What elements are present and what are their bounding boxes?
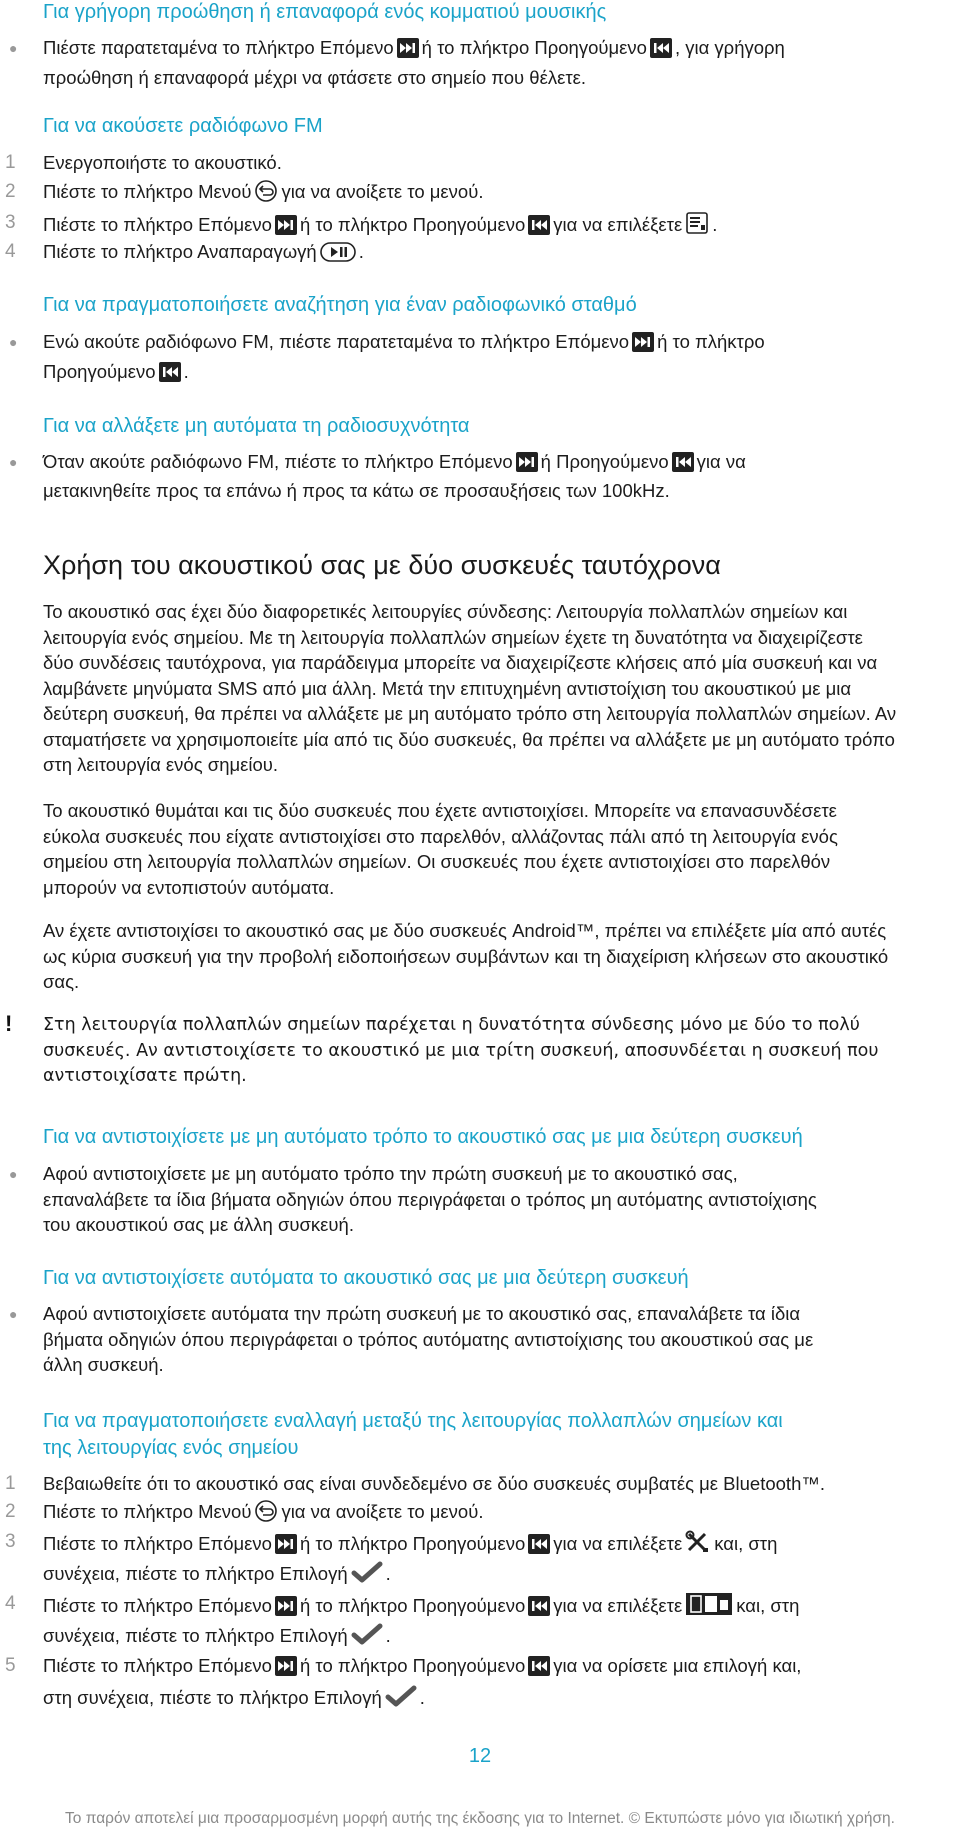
text-run: . bbox=[358, 241, 364, 262]
text-line: μετακινηθείτε προς τα επάνω ή προς τα κάτω σε προσαυξήσεις των 100kHz. bbox=[43, 480, 670, 501]
previous-key-icon bbox=[159, 362, 181, 382]
next-key-icon bbox=[275, 1596, 297, 1616]
text-run: , για γρήγορη bbox=[674, 37, 785, 58]
heading-switch-mode-cont: της λειτουργίας ενός σημείου bbox=[43, 1437, 299, 1459]
text-run: Πιέστε παρατεταμένα το πλήκτρο Επόμενο bbox=[43, 37, 394, 58]
text-line: σταματήσετε να χρησιμοποιείτε μία από τις δύο συσκευές, θα πρέπει να αλλάξετε με μη αυτόματο τρόπο bbox=[43, 728, 895, 750]
text-run: Όταν ακούτε ραδιόφωνο FM, πιέστε το πλήκτρο Επόμενο bbox=[43, 451, 513, 472]
text-run: Ενώ ακούτε ραδιόφωνο FM, πιέστε παρατεταμένα το πλήκτρο Επόμενο bbox=[43, 331, 630, 352]
step-number: 5 bbox=[5, 1655, 16, 1676]
bullet: ● bbox=[9, 1306, 18, 1322]
multipoint-devices-icon bbox=[685, 1592, 733, 1622]
text-run: Πιέστε το πλήκτρο Επόμενο bbox=[43, 1655, 272, 1676]
text-line bbox=[43, 360, 189, 384]
footer-note: Το παρόν αποτελεί μια προσαρμοσμένη μορφή αυτής της έκδοσης για το Internet. © Εκτυπώστε μόνο για ιδιωτική χρήση. bbox=[65, 1810, 895, 1827]
next-key-icon bbox=[516, 452, 538, 472]
bullet: ● bbox=[9, 454, 18, 470]
bullet: ● bbox=[9, 334, 18, 350]
text-line: συσκευές. Αν αντιστοιχίσετε το ακουστικό με μια τρίτη συσκευή, αποσυνδέεται η συσκευή που bbox=[43, 1040, 879, 1061]
text-run: Πιέστε το πλήκτρο Επόμενο bbox=[43, 1533, 272, 1554]
text-line: Το ακουστικό θυμάται και τις δύο συσκευές που έχετε αντιστοιχίσει. Μπορείτε να επανασυνδέσετε bbox=[43, 800, 837, 821]
text-line: Αφού αντιστοιχίσετε αυτόματα την πρώτη συσκευή με το ακουστικό σας, επαναλάβετε τα ίδια bbox=[43, 1303, 801, 1324]
step-number: 2 bbox=[5, 181, 16, 202]
next-key-icon bbox=[275, 215, 297, 235]
menu-back-icon bbox=[254, 1500, 278, 1528]
step-text: Βεβαιωθείτε ότι το ακουστικό σας είναι συνδεδεμένο σε δύο συσκευές συμβατές με Bluetooth™. bbox=[43, 1473, 825, 1494]
text-run: συνέχεια, πιέστε το πλήκτρο Επιλογή bbox=[43, 1563, 348, 1584]
previous-key-icon bbox=[528, 215, 550, 235]
text-line: αντιστοιχίσατε πρώτη. bbox=[43, 1066, 247, 1086]
text-line bbox=[43, 330, 765, 354]
text-line: Στη λειτουργία πολλαπλών σημείων παρέχεται η δυνατότητα σύνδεσης μόνο με δύο το πολύ bbox=[43, 1015, 860, 1035]
previous-key-icon bbox=[528, 1596, 550, 1616]
heading-manual-frequency: Για να αλλάξετε μη αυτόματα τη ραδιοσυχνότητα bbox=[43, 415, 470, 437]
section-title: Χρήση του ακουστικού σας με δύο συσκευές ταυτόχρονα bbox=[43, 550, 721, 580]
text-line: βήματα οδηγιών όπου περιγράφεται ο τρόπος αυτόματης αντιστοίχισης του ακουστικού σας με bbox=[43, 1328, 814, 1350]
step-text bbox=[43, 1622, 391, 1652]
heading-fm-radio: Για να ακούσετε ραδιόφωνο FM bbox=[43, 115, 323, 137]
text-line: ως κύρια συσκευή για την προβολή ειδοποιήσεων συμβάντων και τη διαχείριση κλήσεων στο ακουστικό bbox=[43, 945, 889, 967]
step-text bbox=[43, 240, 364, 268]
text-run: για να ανοίξετε το μενού. bbox=[281, 181, 484, 202]
settings-tools-icon bbox=[685, 1530, 711, 1560]
text-run: για να ορίσετε μια επιλογή και, bbox=[553, 1655, 802, 1676]
text-run: Πιέστε το πλήκτρο Μενού bbox=[43, 1501, 252, 1522]
next-key-icon bbox=[275, 1534, 297, 1554]
warning-icon: ! bbox=[5, 1011, 13, 1036]
text-run: ή Προηγούμενο bbox=[540, 451, 669, 472]
heading-search-station: Για να πραγματοποιήσετε αναζήτηση για έναν ραδιοφωνικό σταθμό bbox=[43, 294, 637, 316]
text-line: λαμβάνετε μηνύματα SMS από μια άλλη. Μετά την επιτυχημένη αντιστοίχιση του ακουστικού με μια bbox=[43, 677, 852, 699]
heading-fast-forward: Για γρήγορη προώθηση ή επαναφορά ενός κομματιού μουσικής bbox=[43, 1, 607, 23]
bullet: ● bbox=[9, 40, 18, 56]
text-line: προώθηση ή επαναφορά μέχρι να φτάσετε στο σημείο που θέλετε. bbox=[43, 67, 587, 88]
text-run: και, στη bbox=[736, 1595, 800, 1616]
heading-switch-mode: Για να πραγματοποιήσετε εναλλαγή μεταξύ της λειτουργίας πολλαπλών σημείων και bbox=[43, 1410, 783, 1432]
next-key-icon bbox=[275, 1656, 297, 1676]
step-text bbox=[43, 1560, 391, 1590]
heading-pair-manual: Για να αντιστοιχίσετε με μη αυτόματο τρόπο το ακουστικό σας με μια δεύτερη συσκευή bbox=[43, 1126, 803, 1148]
text-run: και, στη bbox=[714, 1533, 778, 1554]
text-run: ή το πλήκτρο Προηγούμενο bbox=[299, 1595, 526, 1616]
page-number: 12 bbox=[468, 1745, 492, 1767]
step-text bbox=[43, 1592, 799, 1622]
text-line: σας. bbox=[43, 971, 80, 992]
text-run: ή το πλήκτρο Προηγούμενο bbox=[299, 1655, 526, 1676]
text-line: Αφού αντιστοιχίσετε με μη αυτόματο τρόπο την πρώτη συσκευή με το ακουστικό σας, bbox=[43, 1163, 738, 1184]
select-checkmark-icon bbox=[351, 1622, 383, 1652]
text-run: για να επιλέξετε bbox=[553, 1533, 683, 1554]
text-line: Αν έχετε αντιστοιχίσει το ακουστικό σας με δύο συσκευές Android™, πρέπει να επιλέξετε μία από αυτές bbox=[43, 920, 887, 941]
text-run: συνέχεια, πιέστε το πλήκτρο Επιλογή bbox=[43, 1625, 348, 1646]
text-run: για να bbox=[696, 451, 746, 472]
step-text: Ενεργοποιήστε το ακουστικό. bbox=[43, 152, 282, 173]
menu-back-icon bbox=[254, 180, 278, 208]
text-line: του ακουστικού σας με άλλη συσκευή. bbox=[43, 1214, 354, 1235]
step-text bbox=[43, 180, 483, 208]
step-number: 1 bbox=[5, 152, 16, 173]
step-number: 3 bbox=[5, 1531, 16, 1552]
text-line: στη λειτουργία ενός σημείου. bbox=[43, 754, 279, 775]
text-run: Προηγούμενο bbox=[43, 361, 156, 382]
step-text bbox=[43, 1684, 425, 1714]
text-line: μπορούν να εντοπιστούν αυτόματα. bbox=[43, 876, 335, 898]
text-run: . bbox=[419, 1687, 425, 1708]
text-run: για να ανοίξετε το μενού. bbox=[281, 1501, 484, 1522]
text-run: Πιέστε το πλήκτρο Επόμενο bbox=[43, 214, 272, 235]
text-run: ή το πλήκτρο Προηγούμενο bbox=[421, 37, 647, 58]
next-key-icon bbox=[397, 38, 419, 58]
step-number: 4 bbox=[5, 241, 16, 262]
text-run: για να επιλέξετε bbox=[553, 214, 683, 235]
step-text bbox=[43, 1530, 777, 1560]
previous-key-icon bbox=[650, 38, 672, 58]
text-line: Το ακουστικό σας έχει δύο διαφορετικές λειτουργίες σύνδεσης: Λειτουργία πολλαπλών σημείων και bbox=[43, 601, 848, 622]
play-pause-icon bbox=[320, 242, 356, 268]
text-line: άλλη συσκευή. bbox=[43, 1354, 164, 1375]
step-number: 3 bbox=[5, 212, 16, 233]
text-line: εύκολα συσκευές που είχατε αντιστοιχίσει στο παρελθόν, αλλάζοντας πάλι από τη λειτουργία ενός bbox=[43, 825, 838, 847]
step-text bbox=[43, 211, 717, 241]
previous-key-icon bbox=[528, 1534, 550, 1554]
text-line: δύο συνδέσεις ταυτόχρονα, για παράδειγμα μπορείτε να διαχειρίζεστε κλήσεις από μία συσκευή και να bbox=[43, 652, 878, 673]
text-run: ή το πλήκτρο Προηγούμενο bbox=[299, 1533, 526, 1554]
next-key-icon bbox=[632, 332, 654, 352]
select-checkmark-icon bbox=[351, 1560, 383, 1590]
text-run: ή το πλήκτρο bbox=[657, 331, 765, 352]
text-run: . bbox=[385, 1625, 391, 1646]
heading-pair-auto: Για να αντιστοιχίσετε αυτόματα το ακουστικό σας με μια δεύτερη συσκευή bbox=[43, 1267, 689, 1289]
text-run: Πιέστε το πλήκτρο Επόμενο bbox=[43, 1595, 272, 1616]
text-line bbox=[43, 36, 785, 60]
step-number: 4 bbox=[5, 1593, 16, 1614]
step-number: 2 bbox=[5, 1501, 16, 1522]
bullet: ● bbox=[9, 1166, 18, 1182]
step-text bbox=[43, 1500, 483, 1528]
text-line bbox=[43, 450, 746, 474]
text-run: ή το πλήκτρο Προηγούμενο bbox=[299, 214, 526, 235]
previous-key-icon bbox=[672, 452, 694, 472]
text-run: στη συνέχεια, πιέστε το πλήκτρο Επιλογή bbox=[43, 1687, 382, 1708]
text-line: λειτουργία ενός σημείου. Με τη λειτουργία πολλαπλών σημείων έχετε τη δυνατότητα να διαχειρίζεστε bbox=[43, 626, 863, 648]
previous-key-icon bbox=[528, 1656, 550, 1676]
text-run: . bbox=[183, 361, 189, 382]
radio-list-icon bbox=[685, 211, 709, 241]
text-line: σημείου στη λειτουργία πολλαπλών σημείων. Οι συσκευές που έχετε αντιστοιχίσει στο παρελθόν bbox=[43, 851, 831, 872]
step-number: 1 bbox=[5, 1473, 16, 1494]
text-run: για να επιλέξετε bbox=[553, 1595, 683, 1616]
text-line: επαναλάβετε τα ίδια βήματα οδηγιών όπου περιγράφεται ο τρόπος μη αυτόματης αντιστοίχισης bbox=[43, 1188, 817, 1210]
text-line: δεύτερη συσκευή, θα πρέπει να αλλάξετε με μη αυτόματο τρόπο στη λειτουργία πολλαπλών σημείων. Αν bbox=[43, 703, 897, 724]
step-text bbox=[43, 1654, 801, 1678]
text-run: . bbox=[385, 1563, 391, 1584]
text-run: Πιέστε το πλήκτρο Αναπαραγωγή bbox=[43, 241, 317, 262]
select-checkmark-icon bbox=[385, 1684, 417, 1714]
text-run: Πιέστε το πλήκτρο Μενού bbox=[43, 181, 252, 202]
text-run: . bbox=[712, 214, 718, 235]
